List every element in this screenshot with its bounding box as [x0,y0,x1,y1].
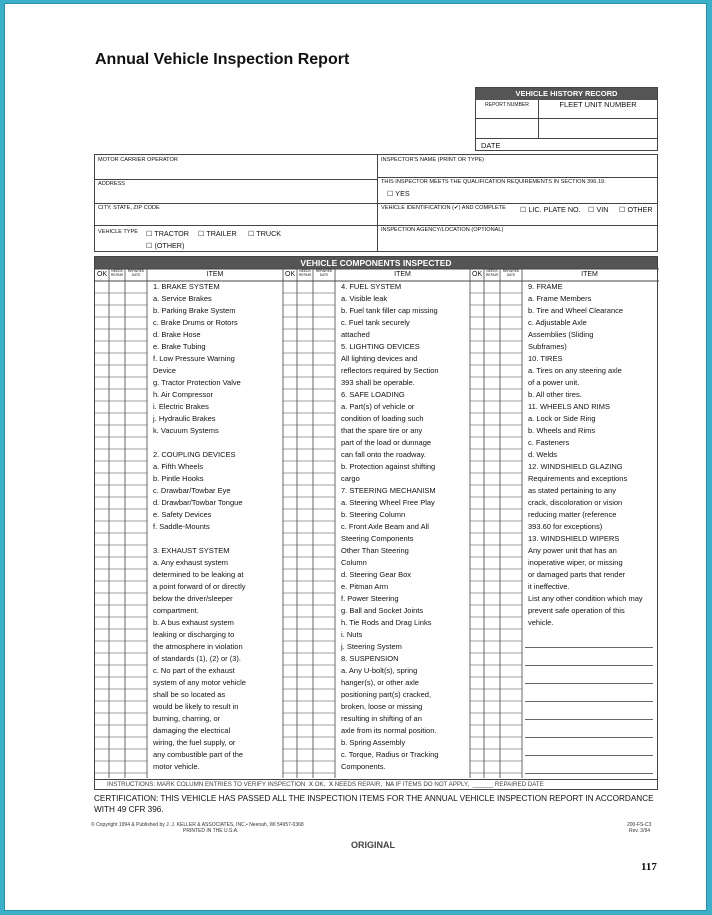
instructions-line: INSTRUCTIONS: MARK COLUMN ENTRIES TO VERIFY INSPECTION X OK, X NEEDS REPAIR, NA IF ITEMS DO NOT APPLY, ______ REPAIRED DATE [95,779,657,789]
inspection-item: c. Fasteners [528,438,570,447]
other-condition-line[interactable] [525,737,653,738]
inspection-item: a. Lock or Side Ring [528,414,596,423]
inspection-item: a. Tires on any steering axle [528,366,622,375]
inspection-item: b. A bus exhaust system [153,618,234,627]
vehicle-history-box [475,87,658,151]
inspection-item: wiring, the fuel supply, or [153,738,236,747]
inspection-item: 393 shall be operable. [341,378,415,387]
motor-carrier-field[interactable]: MOTOR CARRIER OPERATOR [98,157,178,163]
inspection-item: crack, discoloration or vision [528,498,623,507]
inspection-item: b. Protection against shifting [341,462,436,471]
inspection-item: reducing matter (reference [528,510,617,519]
original-label: ORIGINAL [351,840,395,850]
inspection-item: Other Than Steering [341,546,409,555]
inspection-item: c. Brake Drums or Rotors [153,318,238,327]
needs-repair-column-header: NEEDS REPAIR [485,269,499,277]
inspection-item: resulting in shifting of an [341,714,422,723]
inspection-item: a. Frame Members [528,294,592,303]
inspection-item: hanger(s), or other axle [341,678,419,687]
inspection-item: a. Visible leak [341,294,388,303]
inspection-item: system of any motor vehicle [153,678,246,687]
vehicle-history-header: VEHICLE HISTORY RECORD [476,88,657,100]
inspection-item: i. Nuts [341,630,363,639]
inspection-item: d. Steering Gear Box [341,570,412,579]
inspection-item: b. All other tires. [528,390,582,399]
printed-text: PRINTED IN THE U.S.A. [183,828,239,834]
history-date-field[interactable]: DATE [481,141,501,150]
copyright-text: © Copyright 1994 & Published by J. J. KELLER & ASSOCIATES, INC.• Neenah, WI 54957-0368 [91,822,304,828]
ok-column-header: OK [285,271,296,278]
inspection-item: 11. WHEELS AND RIMS [528,402,610,411]
inspection-item: b. Tire and Wheel Clearance [528,306,624,315]
inspection-item: 393.60 for exceptions) [528,522,603,531]
inspection-item: c. Drawbar/Towbar Eye [153,486,231,495]
mark-ok: X [308,781,313,788]
inspection-item: Any power unit that has an [528,546,617,555]
inspection-item: motor vehicle. [153,762,200,771]
inspection-item: a. Any U-bolt(s), spring [341,666,418,675]
other-condition-line[interactable] [525,719,653,720]
inspection-item: 6. SAFE LOADING [341,390,405,399]
inspection-item: i. Electric Brakes [153,402,209,411]
inspection-item: e. Pitman Arm [341,582,389,591]
inspection-item: All lighting devices and [341,354,418,363]
inspection-item: attached [341,330,370,339]
inspection-item: 9. FRAME [528,282,563,291]
vehicle-id-label: VEHICLE IDENTIFICATION (✔) AND COMPLETE [381,205,506,211]
inspection-item: d. Welds [528,450,558,459]
inspection-item: 1. BRAKE SYSTEM [153,282,220,291]
inspection-item: d. Drawbar/Towbar Tongue [153,498,243,507]
inspection-item: the atmosphere in violation [153,642,243,651]
inspection-item: g. Tractor Protection Valve [153,378,241,387]
inspection-item: reflectors required by Section [341,366,439,375]
inspection-item: Subframes) [528,342,567,351]
qualification-yes-checkbox[interactable]: ☐ YES [387,189,410,198]
inspection-item: Requirements and exceptions [528,474,628,483]
inspection-item: condition of loading such [341,414,424,423]
inspection-item: burning, charring, or [153,714,221,723]
inspection-item: that the spare tire or any [341,426,423,435]
city-state-zip-field[interactable]: CITY, STATE, ZIP CODE [98,205,160,211]
inspection-item: f. Saddle-Mounts [153,522,210,531]
vehicle-type-truck-checkbox[interactable]: ☐ TRUCK [248,229,282,238]
vehicle-type-label: VEHICLE TYPE [98,229,139,235]
inspection-item: prevent safe operation of this [528,606,625,615]
item-column-header: ITEM [394,271,411,278]
inspection-item: Components. [341,762,386,771]
inspection-item: 4. FUEL SYSTEM [341,282,402,291]
inspection-item: 12. WINDSHIELD GLAZING [528,462,623,471]
inspection-item: positioning part(s) cracked, [341,690,432,699]
inspection-item: h. Tie Rods and Drag Links [341,618,432,627]
vehicle-type-tractor-checkbox[interactable]: ☐ TRACTOR [146,229,189,238]
inspection-item: b. Pintle Hooks [153,474,204,483]
inspection-item: leaking or discharging to [153,630,235,639]
ok-label: OK, [314,781,326,788]
ok-column-header: OK [472,271,483,278]
other-condition-line[interactable] [525,773,653,774]
vehicle-type-other-checkbox[interactable]: ☐ (OTHER) [146,241,185,250]
inspection-item: a. Fifth Wheels [153,462,204,471]
inspection-item: a. Part(s) of vehicle or [341,402,415,411]
other-condition-line[interactable] [525,683,653,684]
inspection-item: 8. SUSPENSION [341,654,399,663]
item-column-header: ITEM [581,271,598,278]
inspection-item: b. Wheels and Rims [528,426,596,435]
inspection-item: a. Service Brakes [153,294,212,303]
inspection-item: any combustible part of the [153,750,244,759]
inspection-item: it ineffective. [528,582,570,591]
needs-repair-column-header: NEEDS REPAIR [298,269,312,277]
components-table [94,256,658,790]
report-number-label: REPORT NUMBER [476,100,539,118]
instructions-text: INSTRUCTIONS: MARK COLUMN ENTRIES TO VERIFY INSPECTION [107,781,306,788]
inspector-name-field[interactable]: INSPECTOR'S NAME (PRINT OR TYPE) [381,157,485,163]
inspection-item: of a power unit. [528,378,580,387]
inspection-item: Device [153,366,176,375]
repair-label: NEEDS REPAIR, [334,781,383,788]
inspection-item: b. Parking Brake System [153,306,236,315]
inspection-item: j. Steering System [341,642,402,651]
form-number: 200-FS-C3 [627,822,652,828]
inspection-item: vehicle. [528,618,554,627]
inspection-item: axle from its normal position. [341,726,437,735]
inspection-item: Assemblies (Sliding [528,330,594,339]
inspection-form-page [4,3,707,911]
repaired-label: REPAIRED DATE [494,781,544,788]
inspection-item: h. Air Compressor [153,390,214,399]
inspection-item: j. Hydraulic Brakes [153,414,216,423]
mark-repair: X [328,781,333,788]
carrier-info-block [94,154,658,252]
mark-na: NA [385,781,394,788]
other-condition-line[interactable] [525,665,653,666]
inspection-item: determined to be leaking at [153,570,244,579]
inspection-item: b. Steering Column [341,510,406,519]
inspection-item: d. Brake Hose [153,330,201,339]
repaired-date-column-header: REPAIRED DATE [315,269,333,277]
inspection-item: damaging the electrical [153,726,231,735]
page-title: Annual Vehicle Inspection Report [95,51,350,68]
vehicle-type-trailer-checkbox[interactable]: ☐ TRAILER [198,229,237,238]
inspection-item: 2. COUPLING DEVICES [153,450,236,459]
inspection-item: as stated pertaining to any [528,486,616,495]
inspection-item: or damaged parts that render [528,570,626,579]
inspection-item: cargo [341,474,360,483]
inspection-item: 10. TIRES [528,354,563,363]
qualification-label: THIS INSPECTOR MEETS THE QUALIFICATION REQUIREMENTS IN SECTION 396.19. [381,179,606,185]
inspection-item: broken, loose or missing [341,702,423,711]
inspection-item: c. Fuel tank securely [341,318,410,327]
lic-plate-checkbox[interactable]: ☐ LIC. PLATE NO. [520,205,581,214]
inspection-item: shall be so located as [153,690,226,699]
inspection-item: f. Low Pressure Warning [153,354,235,363]
other-id-checkbox[interactable]: ☐ OTHER [619,205,653,214]
inspection-item: g. Ball and Socket Joints [341,606,424,615]
vin-checkbox[interactable]: ☐ VIN [588,205,609,214]
ok-column-header: OK [97,271,108,278]
history-number-field[interactable] [476,119,657,139]
other-condition-line[interactable] [525,701,653,702]
inspection-item: part of the load or dunnage [341,438,432,447]
address-field[interactable]: ADDRESS [98,181,126,187]
inspection-item: b. Fuel tank filler cap missing [341,306,438,315]
inspection-item: c. Adjustable Axle [528,318,587,327]
revision-date: Rev. 3/94 [629,828,651,834]
inspection-item: b. Spring Assembly [341,738,406,747]
inspection-item: a point forward of or directly [153,582,246,591]
inspection-item: a. Steering Wheel Free Play [341,498,435,507]
inspection-item: 3. EXHAUST SYSTEM [153,546,230,555]
inspection-item: e. Safety Devices [153,510,212,519]
inspection-agency-field[interactable]: INSPECTION AGENCY/LOCATION (OPTIONAL) [381,227,504,233]
needs-repair-column-header: NEEDS REPAIR [110,269,124,277]
inspection-item: would be likely to result in [153,702,239,711]
components-header: VEHICLE COMPONENTS INSPECTED [95,257,657,269]
inspection-item: k. Vacuum Systems [153,426,219,435]
inspection-item: Steering Components [341,534,414,543]
na-label: IF ITEMS DO NOT APPLY, [395,781,470,788]
inspection-item: compartment. [153,606,199,615]
certification-text: CERTIFICATION: THIS VEHICLE HAS PASSED ALL THE INSPECTION ITEMS FOR THE ANNUAL VEHICLE INSPECTION REPORT IN ACCORDANCE WITH 49 CFR 396. [94,794,654,814]
inspection-item: f. Power Steering [341,594,399,603]
inspection-item: 7. STEERING MECHANISM [341,486,436,495]
inspection-item: of standards (1), (2) or (3). [153,654,241,663]
inspection-item: can fall onto the roadway. [341,450,426,459]
item-column-header: ITEM [206,271,224,278]
page-number: 117 [641,861,657,873]
repaired-date-column-header: REPAIRED DATE [127,269,145,277]
inspection-item: inoperative wiper, or missing [528,558,623,567]
other-condition-line[interactable] [525,755,653,756]
inspection-item: below the driver/sleeper [153,594,233,603]
inspection-item: 13. WINDSHIELD WIPERS [528,534,620,543]
inspection-item: a. Any exhaust system [153,558,229,567]
repaired-date-column-header: REPAIRED DATE [502,269,520,277]
inspection-item: c. Front Axle Beam and All [341,522,429,531]
inspection-item: e. Brake Tubing [153,342,206,351]
inspection-item: c. No part of the exhaust [153,666,235,675]
other-condition-line[interactable] [525,647,653,648]
inspection-item: Column [341,558,367,567]
inspection-item: List any other condition which may [528,594,643,603]
fleet-unit-label: FLEET UNIT NUMBER [559,100,637,109]
inspection-item: 5. LIGHTING DEVICES [341,342,420,351]
inspection-item: c. Torque, Radius or Tracking [341,750,439,759]
